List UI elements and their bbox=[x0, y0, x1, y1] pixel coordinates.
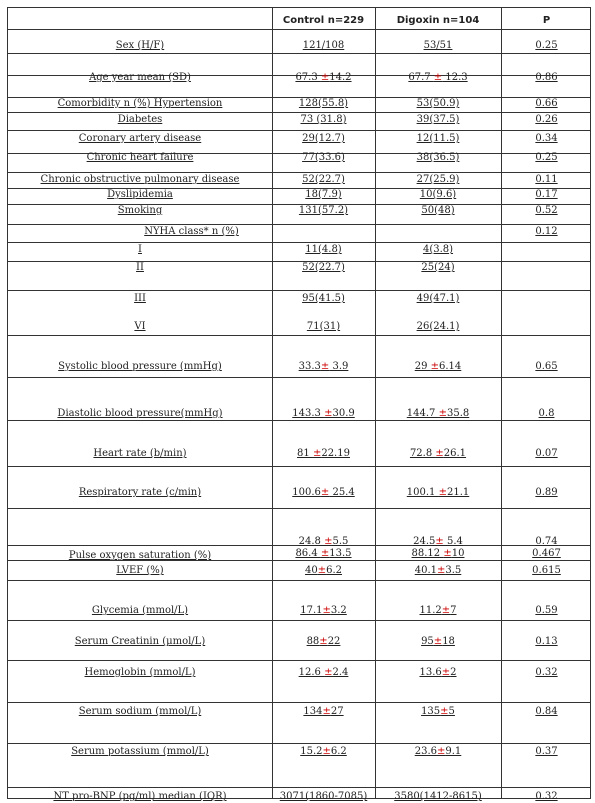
p-value: 0.615 bbox=[532, 565, 561, 576]
digoxin-value: 11.2±7 bbox=[419, 605, 457, 616]
row-label: Sex (H/F) bbox=[115, 40, 165, 51]
row-label: NT pro-BNP (pg/ml) median (IQR) bbox=[53, 791, 227, 802]
row-divider bbox=[8, 508, 590, 509]
digoxin-value: 27(25.9) bbox=[416, 174, 460, 185]
p-value: 0.66 bbox=[535, 98, 558, 109]
control-value: 18(7.9) bbox=[305, 189, 342, 200]
digoxin-value: 53(50.9) bbox=[416, 98, 460, 109]
row-divider bbox=[8, 290, 590, 291]
control-value: 52(22.7) bbox=[302, 262, 345, 273]
row-divider bbox=[8, 743, 590, 744]
control-value: 81 ±22.19 bbox=[297, 448, 350, 459]
p-value: 0.37 bbox=[535, 746, 558, 757]
digoxin-value: 10(9.6) bbox=[419, 189, 457, 200]
row-label: VI bbox=[134, 321, 146, 332]
digoxin-value: 100.1 ±21.1 bbox=[406, 487, 470, 498]
control-value: 40±6.2 bbox=[304, 565, 343, 576]
row-divider bbox=[8, 172, 590, 173]
row-divider bbox=[8, 53, 590, 54]
control-value: 100.6± 25.4 bbox=[292, 487, 355, 498]
control-value: 15.2±6.2 bbox=[300, 746, 347, 757]
row-divider bbox=[8, 466, 590, 467]
row-label: Respiratory rate (c/min) bbox=[78, 487, 202, 498]
p-value: 0.32 bbox=[535, 791, 558, 802]
header-p-value: P bbox=[542, 15, 551, 26]
p-value: 0.89 bbox=[535, 487, 558, 498]
row-label: Glycemia (mmol/L) bbox=[91, 605, 189, 616]
digoxin-value: 12(11.5) bbox=[416, 133, 460, 144]
p-value: 0.13 bbox=[535, 636, 558, 647]
row-divider bbox=[8, 660, 590, 661]
row-divider bbox=[8, 702, 590, 703]
p-value: 0.25 bbox=[535, 152, 558, 163]
control-value: 71(31) bbox=[306, 321, 341, 332]
control-value: 3071(1860-7085) bbox=[279, 791, 368, 802]
control-value: 12.6 ±2.4 bbox=[298, 667, 349, 678]
digoxin-value: 50(48) bbox=[421, 205, 455, 216]
p-value: 0.11 bbox=[535, 174, 558, 185]
row-label: Serum sodium (mmol/L) bbox=[78, 706, 202, 717]
digoxin-value: 144.7 ±35.8 bbox=[406, 408, 470, 419]
digoxin-value: 49(47.1) bbox=[416, 293, 460, 304]
row-label: Chronic heart failure bbox=[86, 152, 194, 163]
control-value: 88±22 bbox=[306, 636, 341, 647]
control-value: 131(57.2) bbox=[298, 205, 349, 216]
row-divider bbox=[8, 787, 590, 788]
column-divider bbox=[375, 8, 376, 798]
p-value: 0.32 bbox=[535, 667, 558, 678]
control-value: 77(33.6) bbox=[302, 152, 345, 163]
control-value: 33.3± 3.9 bbox=[298, 361, 349, 372]
p-value: 0.25 bbox=[535, 40, 558, 51]
row-label: Hemoglobin (mmol/L) bbox=[84, 667, 196, 678]
row-divider bbox=[8, 242, 590, 243]
control-value: 73 (31.8) bbox=[300, 114, 347, 125]
row-label: Chronic obstructive pulmonary disease bbox=[40, 174, 240, 185]
row-divider bbox=[8, 29, 590, 30]
p-value: 0.467 bbox=[532, 548, 561, 559]
digoxin-value: 3580(1412-8615) bbox=[394, 791, 482, 802]
digoxin-value: 13.6±2 bbox=[419, 667, 457, 678]
row-label: Comorbidity n (%) Hypertension bbox=[57, 98, 223, 109]
p-value: 0.12 bbox=[535, 226, 558, 237]
digoxin-value: 72.8 ±26.1 bbox=[409, 448, 467, 459]
row-divider bbox=[8, 620, 590, 621]
control-value: 17.1±3.2 bbox=[300, 605, 347, 616]
digoxin-value: 29 ±6.14 bbox=[414, 361, 462, 372]
column-divider bbox=[272, 8, 273, 798]
row-label: I bbox=[138, 244, 142, 255]
row-label: Diastolic blood pressure(mmHg) bbox=[57, 408, 223, 419]
row-label: Smoking bbox=[117, 205, 163, 216]
control-value: 134±27 bbox=[303, 706, 344, 717]
control-value: 29(12.7) bbox=[302, 133, 345, 144]
row-label: NYHA class* n (%) bbox=[144, 226, 239, 237]
digoxin-value: 135±5 bbox=[421, 706, 455, 717]
digoxin-value: 25(24) bbox=[421, 262, 455, 273]
row-label: Coronary artery disease bbox=[78, 133, 202, 144]
digoxin-value: 23.6±9.1 bbox=[414, 746, 462, 757]
row-label: Systolic blood pressure (mmHg) bbox=[58, 361, 222, 372]
column-divider bbox=[501, 8, 502, 798]
control-value: 67.3 ±14.2 bbox=[295, 72, 352, 83]
row-label: Serum Creatinin (µmol/L) bbox=[74, 636, 206, 647]
digoxin-value: 40.1±3.5 bbox=[414, 565, 462, 576]
control-value: 128(55.8) bbox=[298, 98, 349, 109]
digoxin-value: 95±18 bbox=[421, 636, 455, 647]
row-divider bbox=[8, 130, 590, 131]
row-divider bbox=[8, 335, 590, 336]
control-value: 95(41.5) bbox=[302, 293, 345, 304]
row-label: Diabetes bbox=[117, 114, 163, 125]
row-label: LVEF (%) bbox=[116, 565, 164, 576]
p-value: 0.17 bbox=[535, 189, 558, 200]
control-value: 86.4 ±13.5 bbox=[295, 548, 352, 559]
p-value: 0.26 bbox=[535, 114, 558, 125]
digoxin-value: 88.12 ±10 bbox=[411, 548, 465, 559]
p-value: 0.84 bbox=[535, 706, 558, 717]
p-value: 0.52 bbox=[535, 205, 558, 216]
header-digoxin: Digoxin n=104 bbox=[396, 15, 480, 26]
digoxin-value: 26(24.1) bbox=[416, 321, 460, 332]
p-value: 0.59 bbox=[535, 605, 558, 616]
p-value: 0.74 bbox=[535, 536, 558, 547]
row-label: Dyslipidemia bbox=[107, 189, 173, 200]
digoxin-value: 24.5± 5.4 bbox=[413, 536, 463, 547]
row-divider bbox=[8, 224, 590, 225]
row-divider bbox=[8, 420, 590, 421]
control-value: 121/108 bbox=[302, 40, 345, 51]
row-label: III bbox=[134, 293, 146, 304]
control-value: 24.8 ±5.5 bbox=[298, 536, 349, 547]
p-value: 0.65 bbox=[535, 361, 558, 372]
header-control: Control n=229 bbox=[282, 15, 365, 26]
row-label: Heart rate (b/min) bbox=[93, 448, 187, 459]
p-value: 0.86 bbox=[535, 72, 558, 83]
row-divider bbox=[8, 580, 590, 581]
digoxin-value: 38(36.5) bbox=[416, 152, 460, 163]
control-value: 11(4.8) bbox=[305, 244, 342, 255]
p-value: 0.8 bbox=[538, 408, 555, 419]
digoxin-value: 4(3.8) bbox=[422, 244, 454, 255]
control-value: 143.3 ±30.9 bbox=[292, 408, 355, 419]
row-label: Serum potassium (mmol/L) bbox=[71, 746, 209, 757]
baseline-characteristics-table bbox=[7, 7, 591, 802]
p-value: 0.34 bbox=[535, 133, 558, 144]
row-divider bbox=[8, 112, 590, 113]
row-label: Age year mean (SD) bbox=[89, 72, 191, 83]
p-value: 0.07 bbox=[535, 448, 558, 459]
row-label: Pulse oxygen saturation (%) bbox=[68, 550, 212, 561]
row-divider bbox=[8, 377, 590, 378]
control-value: 52(22.7) bbox=[302, 174, 345, 185]
digoxin-value: 67.7 ± 12.3 bbox=[408, 72, 468, 83]
row-label: II bbox=[136, 262, 144, 273]
digoxin-value: 53/51 bbox=[423, 40, 453, 51]
digoxin-value: 39(37.5) bbox=[416, 114, 460, 125]
